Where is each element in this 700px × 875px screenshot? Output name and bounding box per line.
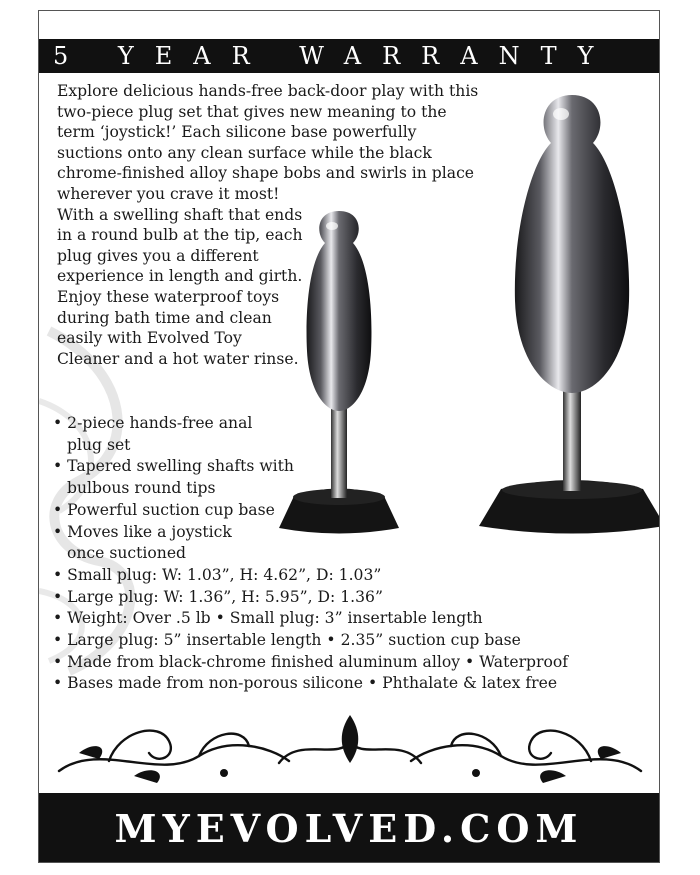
description-line: term ‘joystick!’ Each silicone base powerfully [57,123,417,142]
description-line: two-piece plug set that gives new meaning to the [57,102,447,121]
feature-list [53,413,568,695]
description-line: wherever you crave it most! [57,184,280,203]
feature-item: • Moves like a joystick [53,522,232,541]
description-line: easily with Evolved Toy [57,329,242,348]
description-line: Explore delicious hands-free back-door play with this [57,82,479,100]
feature-item: • Small plug: W: 1.03”, H: 4.62”, D: 1.03” [53,565,382,584]
product-description [57,81,617,369]
warranty-text: 5 YEAR WARRANTY [53,42,615,70]
feature-item: • Made from black-chrome finished aluminum alloy • Waterproof [53,652,569,671]
feature-item: • Tapered swelling shafts with [53,457,294,476]
description-line: during bath time and clean [57,308,272,327]
description-line: suctions onto any clean surface while the black [57,143,432,162]
description-line: chrome-finished alloy shape bobs and swirls in place [57,164,475,183]
feature-item-continuation: plug set [67,435,131,454]
feature-item: • Large plug: 5” insertable length • 2.35” suction cup base [53,631,521,650]
description-line: Enjoy these waterproof toys [57,287,280,306]
website-url: MYEVOLVED.COM [114,805,584,851]
description-line: experience in length and girth. [57,267,303,286]
feature-item: • Bases made from non-porous silicone • Phthalate & latex free [53,674,558,693]
description-line: in a round bulb at the tip, each [57,226,303,245]
description-line: With a swelling shaft that ends [57,205,303,224]
description-line: Cleaner and a hot water rinse. [57,349,299,368]
flourish-ornament [39,701,660,791]
feature-item: • Large plug: W: 1.36”, H: 5.95”, D: 1.36” [53,587,383,606]
feature-item-continuation: once suctioned [67,544,187,563]
feature-item-continuation: bulbous round tips [67,479,216,498]
feature-item: • Powerful suction cup base [53,500,275,519]
feature-item: • 2-piece hands-free anal [53,414,253,432]
product-sheet [38,10,660,863]
website-banner [39,793,659,863]
feature-item: • Weight: Over .5 lb • Small plug: 3” insertable length [53,609,483,628]
description-line: plug gives you a different [57,246,259,265]
